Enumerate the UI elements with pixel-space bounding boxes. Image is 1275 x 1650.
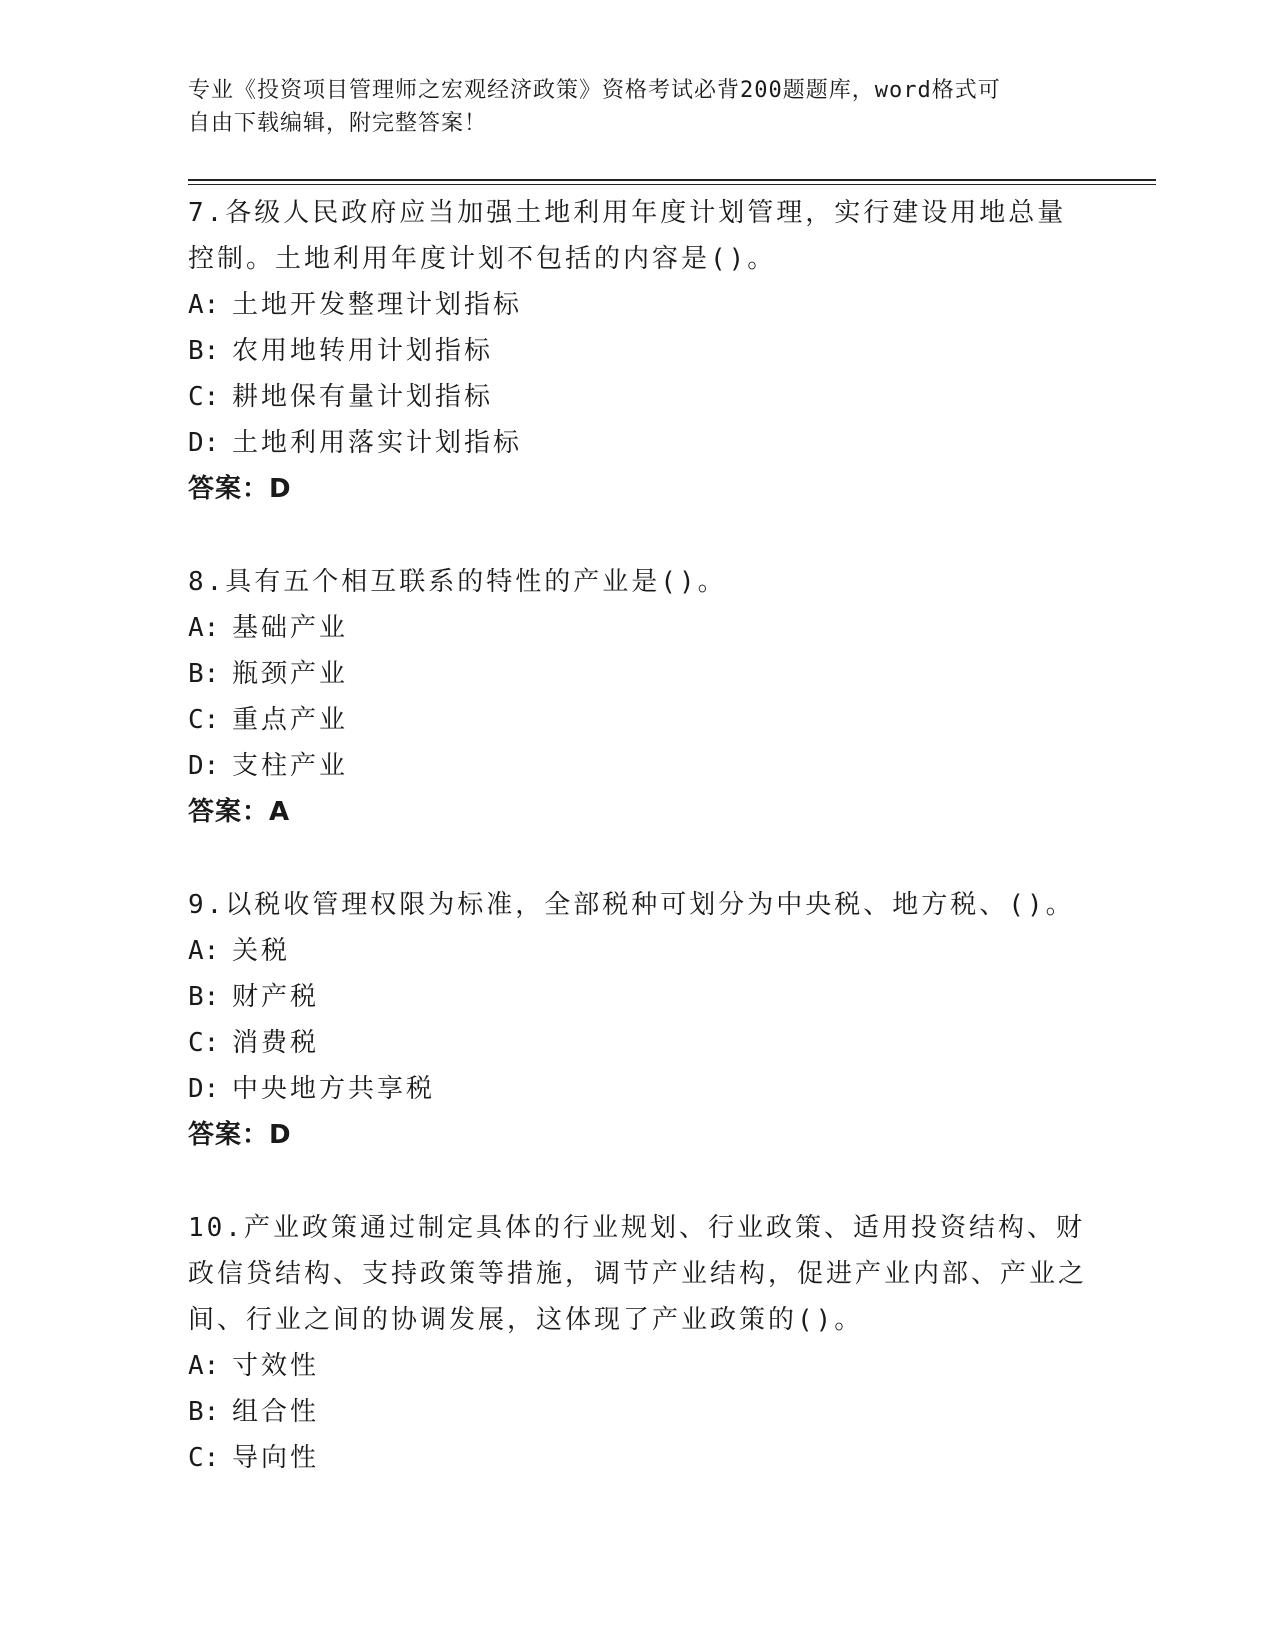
option-key: B: (188, 1397, 220, 1427)
option-text: 关税 (232, 936, 291, 966)
option-b (188, 328, 1088, 374)
option-key: B: (188, 659, 220, 689)
option-a (188, 282, 1088, 328)
option-key: D: (188, 1074, 220, 1104)
question-text: 9.以税收管理权限为标准，全部税种可划分为中央税、地方税、()。 (188, 890, 1075, 920)
option-text: 消费税 (232, 1028, 320, 1058)
option-c (188, 374, 1088, 420)
question-text: 8.具有五个相互联系的特性的产业是()。 (188, 567, 727, 597)
answer-line: 答案：A (188, 797, 291, 827)
option-key: C: (188, 705, 220, 735)
option-text: 组合性 (232, 1397, 320, 1427)
question-text: 7.各级人民政府应当加强土地利用年度计划管理，实行建设用地总量控制。土地利用年度计划不包括的内容是()。 (188, 198, 1067, 274)
header-line-1: 专业《投资项目管理师之宏观经济政策》资格考试必背200题题库，word格式可 (188, 78, 1001, 103)
option-key: B: (188, 982, 220, 1012)
option-text: 中央地方共享税 (232, 1074, 436, 1104)
header-divider-thin (188, 184, 1156, 185)
option-key: D: (188, 428, 220, 458)
question-text: 10.产业政策通过制定具体的行业规划、行业政策、适用投资结构、财政信贷结构、支持政策等措施，调节产业结构，促进产业内部、产业之间、行业之间的协调发展，这体现了产业政策的()。 (188, 1213, 1088, 1335)
header-divider-thick (188, 179, 1156, 181)
option-d (188, 743, 1088, 789)
option-key: A: (188, 1351, 220, 1381)
option-key: B: (188, 336, 220, 366)
question-9 (188, 882, 1088, 1158)
option-key: D: (188, 751, 220, 781)
header-line-2: 自由下载编辑，附完整答案！ (188, 111, 488, 136)
option-c (188, 697, 1088, 743)
option-text: 导向性 (232, 1443, 320, 1473)
option-key: A: (188, 613, 220, 643)
option-text: 耕地保有量计划指标 (232, 382, 494, 412)
document-header (188, 74, 1068, 140)
option-text: 寸效性 (232, 1351, 320, 1381)
option-key: A: (188, 290, 220, 320)
option-text: 重点产业 (232, 705, 349, 735)
option-a (188, 1343, 1088, 1389)
option-key: C: (188, 382, 220, 412)
option-c (188, 1435, 1088, 1481)
option-key: C: (188, 1028, 220, 1058)
option-d (188, 1066, 1088, 1112)
option-text: 基础产业 (232, 613, 349, 643)
option-text: 支柱产业 (232, 751, 349, 781)
option-text: 土地开发整理计划指标 (232, 290, 523, 320)
question-10 (188, 1205, 1088, 1481)
option-a (188, 605, 1088, 651)
option-key: A: (188, 936, 220, 966)
option-b (188, 1389, 1088, 1435)
answer-line: 答案：D (188, 474, 292, 504)
question-8 (188, 559, 1088, 835)
option-b (188, 974, 1088, 1020)
option-d (188, 420, 1088, 466)
option-c (188, 1020, 1088, 1066)
option-text: 农用地转用计划指标 (232, 336, 494, 366)
option-text: 瓶颈产业 (232, 659, 349, 689)
option-text: 土地利用落实计划指标 (232, 428, 523, 458)
answer-line: 答案：D (188, 1120, 292, 1150)
option-text: 财产税 (232, 982, 320, 1012)
question-7 (188, 190, 1088, 512)
question-list (188, 190, 1088, 1528)
option-a (188, 928, 1088, 974)
option-b (188, 651, 1088, 697)
option-key: C: (188, 1443, 220, 1473)
